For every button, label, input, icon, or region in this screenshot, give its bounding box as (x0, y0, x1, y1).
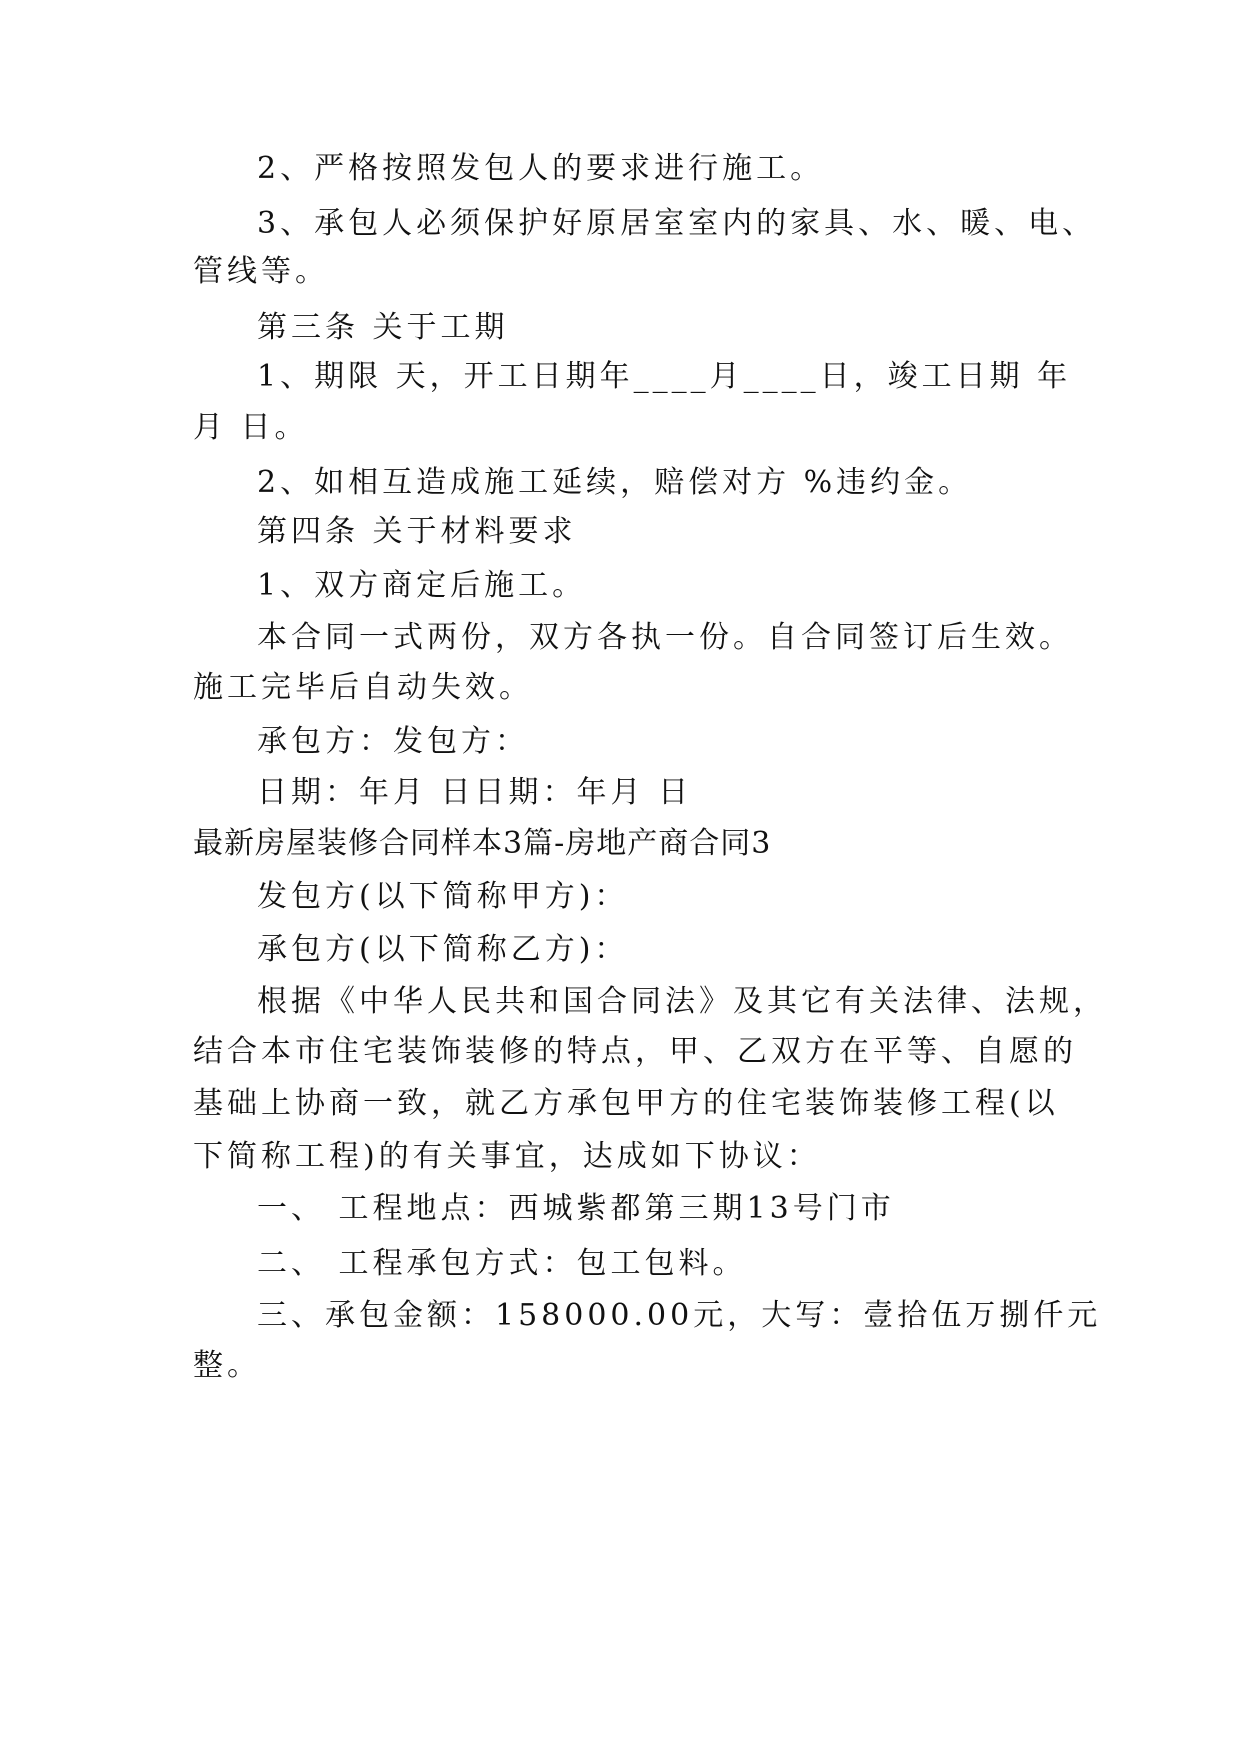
text-line: 1、期限 天，开工日期年____月____日，竣工日期 年 (257, 359, 1072, 394)
text-line: 2、严格按照发包人的要求进行施工。 (257, 151, 825, 186)
section-heading: 第三条 关于工期 (257, 310, 509, 345)
text-line: 基础上协商一致，就乙方承包甲方的住宅装饰装修工程(以 (193, 1086, 1059, 1121)
document-title: 最新房屋装修合同样本3篇-房地产商合同3 (193, 826, 772, 861)
text-line: 管线等。 (193, 254, 329, 289)
text-line: 根据《中华人民共和国合同法》及其它有关法律、法规， (257, 984, 1107, 1019)
text-line: 二、 工程承包方式：包工包料。 (257, 1246, 747, 1281)
signature-date-line: 日期：年月 日日期：年月 日 (257, 775, 693, 810)
text-line: 承包方(以下简称乙方)： (257, 932, 629, 967)
text-line: 整。 (193, 1348, 261, 1383)
text-line: 3、承包人必须保护好原居室室内的家具、水、暖、电、 (257, 206, 1097, 241)
signature-parties-line: 承包方：发包方： (257, 724, 529, 759)
text-line: 施工完毕后自动失效。 (193, 670, 533, 705)
text-line: 下简称工程)的有关事宜，达成如下协议： (193, 1139, 821, 1174)
text-line: 发包方(以下简称甲方)： (257, 879, 629, 914)
text-line: 三、承包金额：158000.00元，大写：壹拾伍万捌仟元 (257, 1298, 1102, 1333)
text-line: 2、如相互造成施工延续，赔偿对方 %违约金。 (257, 465, 973, 500)
text-line: 1、双方商定后施工。 (257, 568, 587, 603)
text-line: 月 日。 (193, 410, 309, 445)
text-line: 结合本市住宅装饰装修的特点，甲、乙双方在平等、自愿的 (193, 1034, 1077, 1069)
section-heading: 第四条 关于材料要求 (257, 514, 577, 549)
text-line: 一、 工程地点：西城紫都第三期13号门市 (257, 1191, 895, 1226)
text-line: 本合同一式两份，双方各执一份。自合同签订后生效。 (257, 620, 1073, 655)
